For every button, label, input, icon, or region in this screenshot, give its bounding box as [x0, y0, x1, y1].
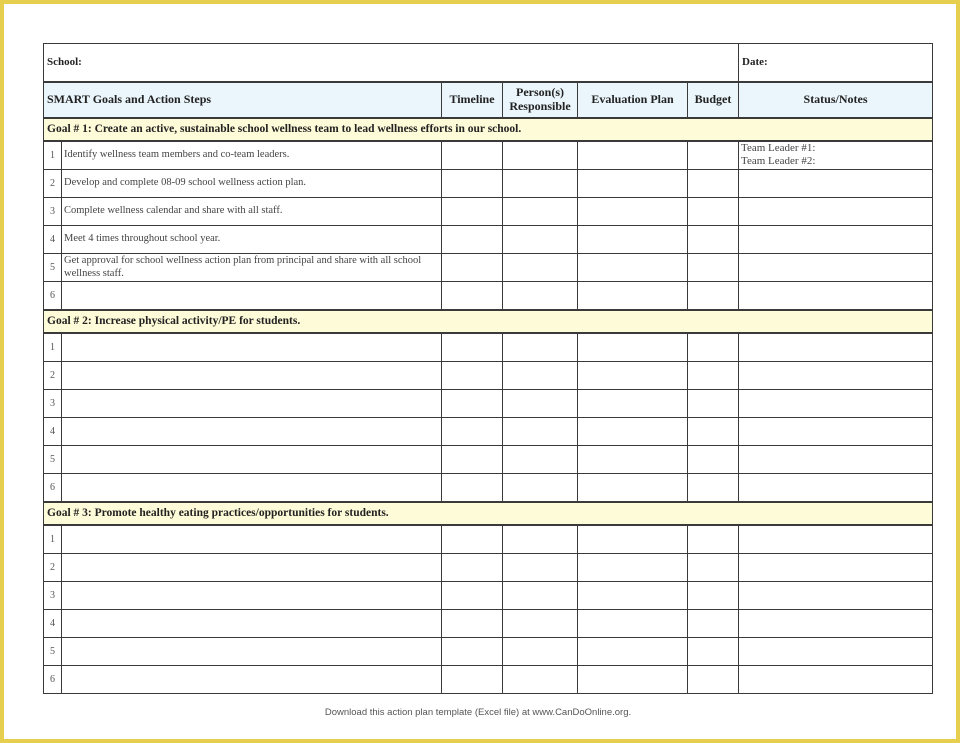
row-number: 1 [44, 525, 62, 554]
timeline-cell[interactable] [442, 638, 503, 666]
action-step-cell[interactable] [62, 610, 442, 638]
evaluation-plan-cell[interactable] [578, 638, 688, 666]
timeline-cell[interactable] [442, 554, 503, 582]
timeline-cell[interactable] [442, 525, 503, 554]
budget-cell[interactable] [688, 446, 739, 474]
person-responsible-cell[interactable] [503, 198, 578, 226]
table-row [44, 282, 933, 311]
table-row [44, 446, 933, 474]
timeline-cell[interactable] [442, 333, 503, 362]
header-person-line2: Responsible [509, 99, 571, 113]
person-responsible-cell[interactable] [503, 638, 578, 666]
status-notes-cell[interactable] [739, 582, 933, 610]
evaluation-plan-cell[interactable] [578, 525, 688, 554]
goal-title: Goal # 3: Promote healthy eating practices/opportunities for students. [44, 502, 933, 525]
table-row [44, 254, 933, 282]
person-responsible-cell[interactable] [503, 141, 578, 170]
header-timeline: Timeline [442, 82, 503, 118]
row-number: 5 [44, 638, 62, 666]
timeline-cell[interactable] [442, 474, 503, 503]
budget-cell[interactable] [688, 582, 739, 610]
budget-cell[interactable] [688, 554, 739, 582]
evaluation-plan-cell[interactable] [578, 254, 688, 282]
budget-cell[interactable] [688, 333, 739, 362]
evaluation-plan-cell[interactable] [578, 554, 688, 582]
status-notes-cell[interactable] [739, 390, 933, 418]
timeline-cell[interactable] [442, 610, 503, 638]
action-step-cell[interactable] [62, 333, 442, 362]
table-row [44, 362, 933, 390]
budget-cell[interactable] [688, 525, 739, 554]
evaluation-plan-cell[interactable] [578, 226, 688, 254]
status-notes-cell[interactable] [739, 446, 933, 474]
evaluation-plan-cell[interactable] [578, 446, 688, 474]
budget-cell[interactable] [688, 141, 739, 170]
footer-note: Download this action plan template (Excel file) at www.CanDoOnline.org. [324, 707, 632, 718]
status-notes-cell[interactable] [739, 474, 933, 503]
evaluation-plan-cell[interactable] [578, 666, 688, 694]
status-notes-cell[interactable] [739, 282, 933, 311]
person-responsible-cell[interactable] [503, 254, 578, 282]
evaluation-plan-cell[interactable] [578, 582, 688, 610]
row-number: 6 [44, 666, 62, 694]
person-responsible-cell[interactable] [503, 474, 578, 503]
budget-cell[interactable] [688, 418, 739, 446]
person-responsible-cell[interactable] [503, 554, 578, 582]
action-step-cell[interactable] [62, 638, 442, 666]
person-responsible-cell[interactable] [503, 362, 578, 390]
row-number: 3 [44, 198, 62, 226]
row-number: 4 [44, 418, 62, 446]
budget-cell[interactable] [688, 226, 739, 254]
goal-row [44, 118, 933, 141]
status-notes-cell[interactable] [739, 610, 933, 638]
timeline-cell[interactable] [442, 446, 503, 474]
row-number: 1 [44, 333, 62, 362]
action-step-cell[interactable]: Identify wellness team members and co-team leaders. [62, 141, 442, 170]
row-number: 4 [44, 226, 62, 254]
timeline-cell[interactable] [442, 418, 503, 446]
action-step-cell[interactable] [62, 282, 442, 311]
timeline-cell[interactable] [442, 254, 503, 282]
row-number: 5 [44, 446, 62, 474]
header-status-notes: Status/Notes [739, 82, 933, 118]
school-label: School: [47, 56, 82, 69]
action-plan-table [43, 43, 933, 694]
budget-cell[interactable] [688, 474, 739, 503]
budget-cell[interactable] [688, 198, 739, 226]
date-field[interactable] [739, 44, 933, 83]
status-notes-cell[interactable] [739, 666, 933, 694]
evaluation-plan-cell[interactable] [578, 141, 688, 170]
table-row [44, 474, 933, 503]
row-number: 2 [44, 362, 62, 390]
goal-row [44, 502, 933, 525]
person-responsible-cell[interactable] [503, 333, 578, 362]
budget-cell[interactable] [688, 170, 739, 198]
action-step-cell[interactable] [62, 582, 442, 610]
header-person-responsible [503, 82, 578, 118]
status-notes-cell[interactable] [739, 554, 933, 582]
evaluation-plan-cell[interactable] [578, 390, 688, 418]
status-notes-cell[interactable] [739, 418, 933, 446]
table-row [44, 141, 933, 170]
status-notes-cell[interactable] [739, 362, 933, 390]
goal-title: Goal # 2: Increase physical activity/PE for students. [44, 310, 933, 333]
person-responsible-cell[interactable] [503, 226, 578, 254]
header-goals: SMART Goals and Action Steps [44, 82, 442, 118]
budget-cell[interactable] [688, 362, 739, 390]
person-responsible-cell[interactable] [503, 170, 578, 198]
table-row [44, 525, 933, 554]
person-responsible-cell[interactable] [503, 610, 578, 638]
person-responsible-cell[interactable] [503, 582, 578, 610]
row-number: 5 [44, 254, 62, 282]
table-row [44, 226, 933, 254]
status-notes-cell[interactable] [739, 198, 933, 226]
status-notes-cell[interactable] [739, 254, 933, 282]
status-notes-cell[interactable] [739, 525, 933, 554]
person-responsible-cell[interactable] [503, 282, 578, 311]
person-responsible-cell[interactable] [503, 446, 578, 474]
table-row [44, 610, 933, 638]
timeline-cell[interactable] [442, 362, 503, 390]
timeline-cell[interactable] [442, 141, 503, 170]
header-person-line1: Person(s) [516, 85, 564, 100]
timeline-cell[interactable] [442, 666, 503, 694]
row-number: 2 [44, 170, 62, 198]
table-row [44, 666, 933, 694]
timeline-cell[interactable] [442, 226, 503, 254]
row-number: 2 [44, 554, 62, 582]
person-responsible-cell[interactable] [503, 390, 578, 418]
school-date-row [44, 44, 933, 83]
evaluation-plan-cell[interactable] [578, 198, 688, 226]
evaluation-plan-cell[interactable] [578, 170, 688, 198]
budget-cell[interactable] [688, 610, 739, 638]
budget-cell[interactable] [688, 638, 739, 666]
action-step-cell[interactable]: Complete wellness calendar and share with all staff. [62, 198, 442, 226]
evaluation-plan-cell[interactable] [578, 362, 688, 390]
action-step-cell[interactable] [62, 474, 442, 503]
header-budget: Budget [688, 82, 739, 118]
evaluation-plan-cell[interactable] [578, 610, 688, 638]
timeline-cell[interactable] [442, 282, 503, 311]
row-number: 3 [44, 582, 62, 610]
table-row [44, 170, 933, 198]
action-step-cell[interactable] [62, 390, 442, 418]
timeline-cell[interactable] [442, 198, 503, 226]
status-notes-cell[interactable] [739, 141, 933, 170]
school-field[interactable] [44, 44, 739, 83]
action-step-cell[interactable]: Meet 4 times throughout school year. [62, 226, 442, 254]
goal-title: Goal # 1: Create an active, sustainable school wellness team to lead wellness efforts in our school. [44, 118, 933, 141]
row-number: 4 [44, 610, 62, 638]
action-step-cell[interactable]: Develop and complete 08-09 school wellness action plan. [62, 170, 442, 198]
evaluation-plan-cell[interactable] [578, 333, 688, 362]
person-responsible-cell[interactable] [503, 666, 578, 694]
status-note-line: Team Leader #1: [741, 142, 816, 154]
table-row [44, 333, 933, 362]
person-responsible-cell[interactable] [503, 418, 578, 446]
action-step-cell[interactable] [62, 666, 442, 694]
action-step-cell[interactable] [62, 418, 442, 446]
action-step-cell[interactable]: Get approval for school wellness action plan from principal and share with all school wellness staff. [62, 254, 442, 282]
table-row [44, 418, 933, 446]
column-header-row [44, 82, 933, 118]
table-row [44, 638, 933, 666]
timeline-cell[interactable] [442, 582, 503, 610]
evaluation-plan-cell[interactable] [578, 282, 688, 311]
budget-cell[interactable] [688, 666, 739, 694]
budget-cell[interactable] [688, 390, 739, 418]
header-evaluation-plan: Evaluation Plan [578, 82, 688, 118]
action-step-cell[interactable] [62, 446, 442, 474]
person-responsible-cell[interactable] [503, 525, 578, 554]
budget-cell[interactable] [688, 254, 739, 282]
evaluation-plan-cell[interactable] [578, 474, 688, 503]
table-row [44, 554, 933, 582]
row-number: 6 [44, 474, 62, 503]
timeline-cell[interactable] [442, 170, 503, 198]
budget-cell[interactable] [688, 282, 739, 311]
table-row [44, 198, 933, 226]
status-notes-cell[interactable] [739, 226, 933, 254]
row-number: 3 [44, 390, 62, 418]
status-note-line: Team Leader #2: [741, 154, 816, 167]
timeline-cell[interactable] [442, 390, 503, 418]
action-step-cell[interactable] [62, 525, 442, 554]
status-notes-cell[interactable] [739, 638, 933, 666]
row-number: 6 [44, 282, 62, 311]
action-step-cell[interactable] [62, 554, 442, 582]
status-notes-cell[interactable] [739, 333, 933, 362]
action-step-cell[interactable] [62, 362, 442, 390]
row-number: 1 [44, 141, 62, 170]
table-row [44, 390, 933, 418]
goal-row [44, 310, 933, 333]
status-notes-cell[interactable] [739, 170, 933, 198]
evaluation-plan-cell[interactable] [578, 418, 688, 446]
date-label: Date: [742, 56, 768, 69]
table-row [44, 582, 933, 610]
